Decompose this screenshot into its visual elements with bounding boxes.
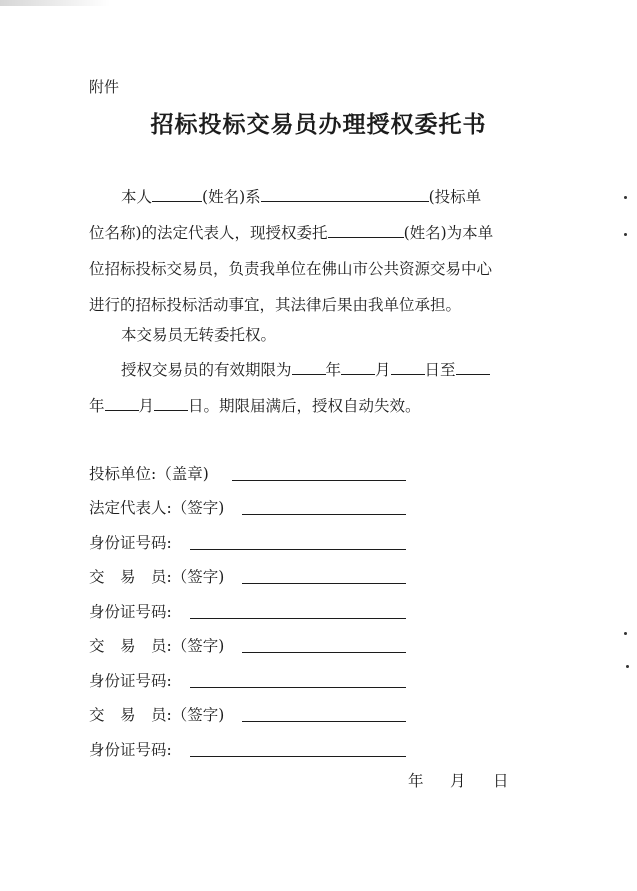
sig-trader2-label: 交 易 员:（签字) [89,637,225,655]
date-day: 日 [493,772,509,790]
sig-trader3-line[interactable] [242,721,406,722]
para1-line1: 本人 (姓名)系 (投标单 [121,188,482,206]
date-year: 年 [408,772,424,790]
sig-id2-line[interactable] [190,618,406,619]
scan-edge-shadow [0,0,110,6]
name-blank[interactable] [152,187,202,202]
sig-trader2-line[interactable] [242,652,406,653]
end-month-blank[interactable] [105,396,139,411]
sig-bidder-label: 投标单位:（盖章) [89,465,209,483]
sig-id4-line[interactable] [190,756,406,757]
sig-id3-line[interactable] [190,687,406,688]
sig-id4-label: 身份证号码: [89,741,172,759]
end-year-prefix-blank[interactable] [456,360,490,375]
para1-line3: 位招标投标交易员，负责我单位在佛山市公共资源交易中心 [89,260,493,278]
document-title: 招标投标交易员办理授权委托书 [150,112,487,138]
sig-trader1-line[interactable] [242,583,406,584]
para1-line2: 位名称)的法定代表人，现授权委托 (姓名)为本单 [89,224,494,242]
date-month: 月 [450,772,466,790]
start-year-blank[interactable] [292,360,326,375]
sig-trader1-label: 交 易 员:（签字) [89,568,225,586]
sig-id1-label: 身份证号码: [89,534,172,552]
trader-name-blank[interactable] [328,223,404,238]
sig-id2-label: 身份证号码: [89,603,172,621]
sig-id1-line[interactable] [190,549,406,550]
para1-line4: 进行的招标投标活动事宜，其法律后果由我单位承担。 [89,296,462,314]
company-blank[interactable] [261,187,429,202]
start-day-blank[interactable] [391,360,425,375]
sig-id3-label: 身份证号码: [89,672,172,690]
attachment-label: 附件 [89,78,120,96]
scan-speck [626,665,629,668]
start-month-blank[interactable] [341,360,375,375]
para3-line1: 授权交易员的有效期限为 年 月 日至 [121,358,490,380]
sig-trader3-label: 交 易 员:（签字) [89,706,225,724]
end-day-blank[interactable] [154,396,188,411]
scan-speck [624,233,627,236]
sig-legal-rep-line[interactable] [242,514,406,515]
scan-speck [624,632,627,635]
sig-bidder-line[interactable] [232,480,406,481]
para3-line2: 年 月 日。期限届满后，授权自动失效。 [89,397,421,415]
para2: 本交易员无转委托权。 [121,326,277,344]
sig-legal-rep-label: 法定代表人:（签字) [89,499,225,517]
scan-speck [624,196,627,199]
